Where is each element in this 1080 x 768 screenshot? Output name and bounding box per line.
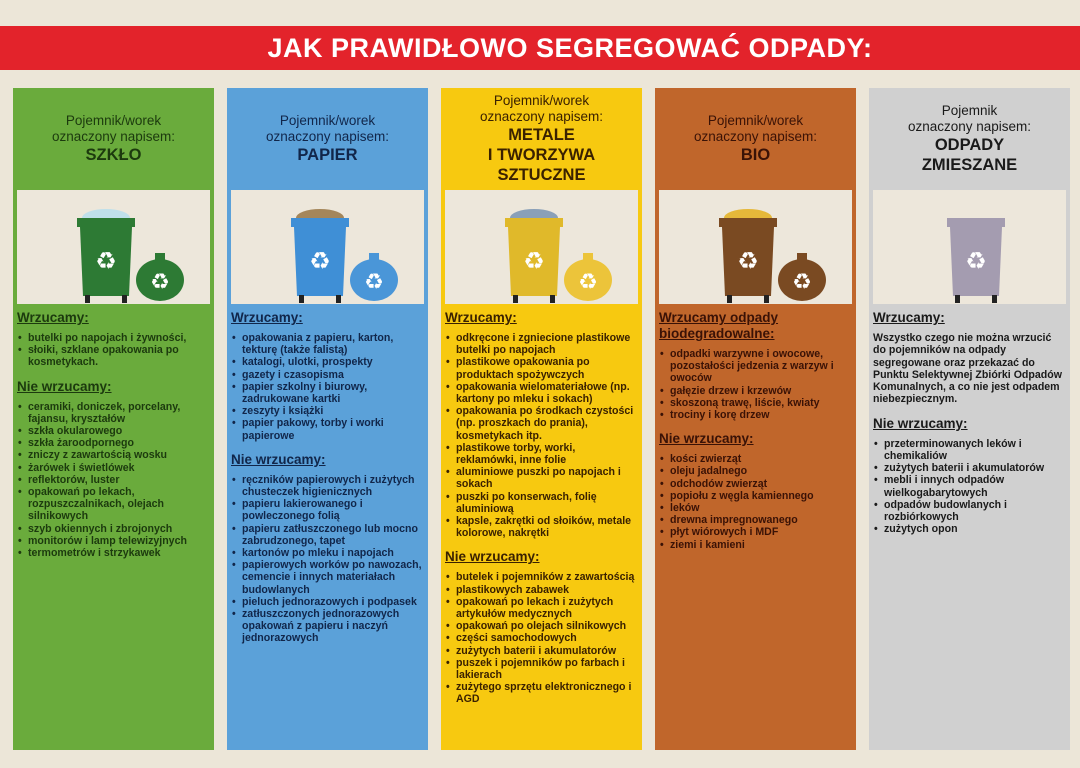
list-item: • opakowania po środkach czystości (np. proszkach do prania), kosmetykach itp. [445, 405, 638, 442]
column-body [13, 304, 214, 559]
list-item: • aluminiowe puszki po napojach i sokach [445, 466, 638, 490]
list-item: • popiołu z węgla kamiennego [659, 490, 852, 502]
bin-label: METALE I TWORZYWA SZTUCZNE [487, 126, 596, 184]
list-item: • gazety i czasopisma [231, 369, 424, 381]
list-item: • puszki po konserwach, folię aluminiową [445, 491, 638, 515]
rejected-heading: Nie wrzucamy: [873, 415, 968, 431]
svg-text:♻: ♻ [577, 269, 598, 294]
list-item: • zużytych baterii i akumulatorów [873, 462, 1066, 474]
header-line-2: oznaczony napisem: [907, 119, 1032, 134]
list-item: • odchodów zwierząt [659, 478, 852, 490]
header-line-2: oznaczony napisem: [51, 129, 176, 144]
bin-lid [719, 218, 777, 227]
column-bio [655, 88, 856, 750]
rejected-heading: Nie wrzucamy: [17, 378, 112, 394]
accepted-description: Wszystko czego nie można wrzucić do pojemników na odpady segregowane oraz przekazać do Punktu Selektywnej Zbiórki Odpadów Komunalnych, a co nie jest odpadem niebezpiecznym. [873, 332, 1062, 406]
bag-icon [778, 253, 826, 301]
rejected-list [873, 438, 1066, 536]
rejected-list [659, 453, 852, 551]
list-item: • zużytych opon [873, 523, 1066, 535]
bin-label: PAPIER [297, 146, 358, 164]
list-item: • ceramiki, doniczek, porcelany, fajansu, kryształów [17, 401, 210, 425]
rejected-list [17, 401, 210, 560]
bin-illustration [17, 190, 210, 304]
rejected-list [231, 474, 424, 645]
bin-columns [13, 88, 1070, 750]
column-body [869, 304, 1070, 535]
accepted-list [231, 332, 424, 442]
accepted-list [445, 332, 638, 539]
list-item: • butelki po napojach i żywności, [17, 332, 210, 344]
bin-lid [505, 218, 563, 227]
bin-label: BIO [740, 146, 771, 164]
list-item: • opakowania z papieru, karton, tekturę (także falistą) [231, 332, 424, 356]
list-item: • papier pakowy, torby i worki papierowe [231, 417, 424, 441]
list-item: • odpadki warzywne i owocowe, pozostałości jedzenia z warzyw i owoców [659, 348, 852, 385]
column-header [13, 88, 214, 190]
list-item: • gałęzie drzew i krzewów [659, 385, 852, 397]
list-item: • szkła żaroodpornego [17, 437, 210, 449]
header-line-1: Pojemnik/worek [707, 113, 804, 128]
column-body [227, 304, 428, 645]
header-line-2: oznaczony napisem: [265, 129, 390, 144]
list-item: • drewna impregnowanego [659, 514, 852, 526]
list-item: • odpadów budowlanych i rozbiórkowych [873, 499, 1066, 523]
list-item: • ręczników papierowych i zużytych chusteczek higienicznych [231, 474, 424, 498]
bin-illustration [873, 190, 1066, 304]
list-item: • papier szkolny i biurowy, zadrukowane kartki [231, 381, 424, 405]
list-item: • monitorów i lamp telewizyjnych [17, 535, 210, 547]
bin-lid [77, 218, 135, 227]
list-item: • butelek i pojemników z zawartością [445, 571, 638, 583]
accepted-heading: Wrzucamy: [231, 310, 303, 325]
accepted-heading: Wrzucamy odpady biodegradowalne: [659, 310, 779, 341]
list-item: • płyt wiórowych i MDF [659, 526, 852, 538]
list-item: • oleju jadalnego [659, 465, 852, 477]
recycle-icon: ♻ [522, 248, 545, 275]
svg-text:♻: ♻ [149, 269, 170, 294]
list-item: • opakowań po olejach silnikowych [445, 620, 638, 632]
list-item: • zatłuszczonych jednorazowych opakowań z papieru i naczyń jednorazowych [231, 608, 424, 645]
bin-icon [39, 196, 189, 304]
list-item: • odkręcone i zgniecione plastikowe butelki po napojach [445, 332, 638, 356]
svg-text:♻: ♻ [791, 269, 812, 294]
list-item: • zniczy z zawartością wosku [17, 449, 210, 461]
list-item: • opakowania wielomateriałowe (np. kartony po mleku i sokach) [445, 381, 638, 405]
accepted-heading: Wrzucamy: [445, 310, 517, 325]
bin-illustration [231, 190, 424, 304]
rejected-heading: Nie wrzucamy: [659, 431, 754, 447]
rejected-heading: Nie wrzucamy: [231, 451, 326, 467]
page-title: JAK PRAWIDŁOWO SEGREGOWAĆ ODPADY: [267, 32, 873, 63]
accepted-heading: Wrzucamy: [17, 310, 89, 325]
bin-icon [467, 196, 617, 304]
svg-text:♻: ♻ [363, 269, 384, 294]
list-item: • zeszyty i książki [231, 405, 424, 417]
bin-lid [947, 218, 1005, 227]
bag-icon [350, 253, 398, 301]
column-header [227, 88, 428, 190]
list-item: • kości zwierząt [659, 453, 852, 465]
list-item: • części samochodowych [445, 632, 638, 644]
list-item: • puszek i pojemników po farbach i lakierach [445, 657, 638, 681]
recycle-icon: ♻ [736, 248, 759, 275]
list-item: • kartonów po mleku i napojach [231, 547, 424, 559]
list-item: • ziemi i kamieni [659, 539, 852, 551]
bin-lid [291, 218, 349, 227]
header-line-1: Pojemnik/worek [493, 93, 590, 108]
list-item: • termometrów i strzykawek [17, 547, 210, 559]
bin-illustration [445, 190, 638, 304]
column-metale [441, 88, 642, 750]
list-item: • opakowań po lekach i zużytych artykułów medycznych [445, 596, 638, 620]
column-body [655, 304, 856, 551]
column-header [655, 88, 856, 190]
list-item: • papierowych worków po nawozach, cemencie i innych materiałach budowlanych [231, 559, 424, 596]
bag-icon [136, 253, 184, 301]
column-body [441, 304, 642, 706]
list-item: • plastikowych zabawek [445, 584, 638, 596]
list-item: • papieru zatłuszczonego lub mocno zabrudzonego, tapet [231, 523, 424, 547]
column-header [869, 88, 1070, 190]
bin-icon [895, 196, 1045, 304]
list-item: • słoiki, szklane opakowania po kosmetykach. [17, 344, 210, 368]
title-banner [0, 26, 1080, 70]
list-item: • trociny i korę drzew [659, 409, 852, 421]
list-item: • przeterminowanych leków i chemikaliów [873, 438, 1066, 462]
list-item: • zużytych baterii i akumulatorów [445, 645, 638, 657]
list-item: • plastikowe opakowania po produktach spożywczych [445, 356, 638, 380]
recycle-icon: ♻ [308, 248, 331, 275]
list-item: • leków [659, 502, 852, 514]
column-papier [227, 88, 428, 750]
column-szklo [13, 88, 214, 750]
recycle-icon: ♻ [964, 248, 987, 275]
header-line-1: Pojemnik [941, 103, 998, 118]
bin-icon [253, 196, 403, 304]
header-line-2: oznaczony napisem: [693, 129, 818, 144]
list-item: • plastikowe torby, worki, reklamówki, inne folie [445, 442, 638, 466]
header-line-1: Pojemnik/worek [65, 113, 162, 128]
bag-icon [564, 253, 612, 301]
list-item: • szkła okularowego [17, 425, 210, 437]
bin-icon [681, 196, 831, 304]
header-line-2: oznaczony napisem: [479, 109, 604, 124]
list-item: • kapsle, zakrętki od słoików, metale kolorowe, nakrętki [445, 515, 638, 539]
list-item: • reflektorów, luster [17, 474, 210, 486]
accepted-heading: Wrzucamy: [873, 310, 945, 325]
bin-label: ODPADY ZMIESZANE [921, 136, 1018, 174]
list-item: • papieru lakierowanego i powleczonego folią [231, 498, 424, 522]
column-zmieszane [869, 88, 1070, 750]
list-item: • opakowań po lekach, rozpuszczalnikach, olejach silnikowych [17, 486, 210, 523]
list-item: • skoszoną trawę, liście, kwiaty [659, 397, 852, 409]
recycle-icon: ♻ [94, 248, 117, 275]
rejected-heading: Nie wrzucamy: [445, 549, 540, 565]
accepted-list [17, 332, 210, 369]
list-item: • szyb okiennych i zbrojonych [17, 523, 210, 535]
list-item: • zużytego sprzętu elektronicznego i AGD [445, 681, 638, 705]
list-item: • mebli i innych odpadów wielkogabarytowych [873, 474, 1066, 498]
column-header [441, 88, 642, 190]
header-line-1: Pojemnik/worek [279, 113, 376, 128]
list-item: • żarówek i świetlówek [17, 462, 210, 474]
bin-label: SZKŁO [85, 146, 142, 164]
rejected-list [445, 571, 638, 705]
list-item: • pieluch jednorazowych i podpasek [231, 596, 424, 608]
bin-illustration [659, 190, 852, 304]
list-item: • katalogi, ulotki, prospekty [231, 356, 424, 368]
accepted-list [659, 348, 852, 421]
